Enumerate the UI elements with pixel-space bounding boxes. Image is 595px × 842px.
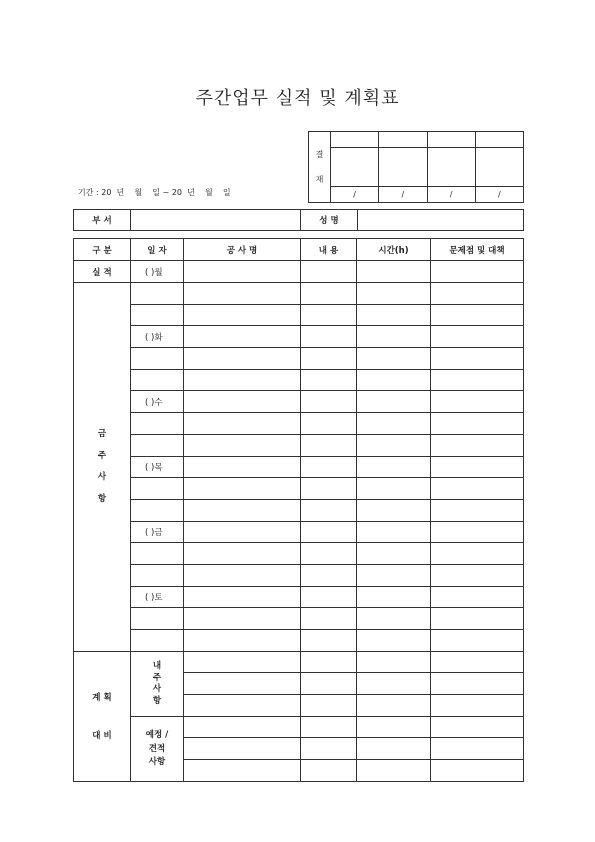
issues-cell[interactable] [431,326,524,348]
day-label[interactable]: ( )월 [131,261,184,283]
this-week-label-char: 사 [97,472,107,483]
content-cell[interactable] [301,543,357,565]
issues-cell[interactable] [431,564,524,586]
approval-date-cell[interactable]: / [331,187,379,203]
table-row [74,326,524,348]
hours-cell[interactable] [357,630,431,652]
project-cell[interactable] [184,564,301,586]
content-cell[interactable] [301,283,357,305]
next-week-label-char: 내 [152,661,162,672]
header-content: 내 용 [301,239,357,261]
approval-sign-cell[interactable] [379,148,427,187]
content-cell[interactable] [301,673,357,695]
hours-cell[interactable] [357,434,431,456]
content-cell[interactable] [301,478,357,500]
approval-date-cell[interactable]: / [379,187,427,203]
content-cell[interactable] [301,521,357,543]
project-cell[interactable] [184,456,301,478]
table-row [74,348,524,370]
content-cell[interactable] [301,608,357,630]
content-cell[interactable] [301,456,357,478]
table-row [74,283,524,305]
this-week-label-char: 주 [97,450,107,461]
hours-cell[interactable] [357,586,431,608]
date-cell[interactable] [131,564,184,586]
content-cell[interactable] [301,434,357,456]
page-title: 주간업무 실적 및 계획표 [195,88,400,109]
performance-label: 실 적 [74,261,131,283]
content-cell[interactable] [301,586,357,608]
hours-cell[interactable] [357,564,431,586]
name-field[interactable] [358,210,524,231]
issues-cell[interactable] [431,716,524,738]
dept-label: 부 서 [74,210,131,231]
estimate-label [131,716,184,781]
hours-cell[interactable] [357,261,431,283]
content-cell[interactable] [301,413,357,435]
approval-box [308,131,524,203]
project-cell[interactable] [184,326,301,348]
header-row [74,239,524,261]
content-cell[interactable] [301,348,357,370]
issues-cell[interactable] [431,630,524,652]
approval-title-cell[interactable] [379,132,427,148]
date-cell[interactable] [131,630,184,652]
project-cell[interactable] [184,261,301,283]
issues-cell[interactable] [431,586,524,608]
issues-cell[interactable] [431,456,524,478]
header-category: 구 분 [74,239,131,261]
next-week-label-char: 사 [152,684,162,695]
table-row [74,456,524,478]
hours-cell[interactable] [357,369,431,391]
content-cell[interactable] [301,738,357,760]
this-week-label-char: 금 [97,429,107,440]
plan-section-body [74,651,524,781]
issues-cell[interactable] [431,391,524,413]
table-row [74,304,524,326]
date-cell[interactable] [131,543,184,565]
approval-sign-cell[interactable] [475,148,523,187]
hours-cell[interactable] [357,543,431,565]
content-cell[interactable] [301,564,357,586]
main-section-body [74,283,524,652]
date-cell[interactable] [131,369,184,391]
info-table [73,209,524,231]
project-cell[interactable] [184,391,301,413]
table-row [74,651,524,673]
approval-date-cell[interactable]: / [475,187,523,203]
next-week-label-char: 주 [152,672,162,683]
table-row [74,499,524,521]
table-row [74,369,524,391]
project-cell[interactable] [184,478,301,500]
hours-cell[interactable] [357,413,431,435]
project-cell[interactable] [184,586,301,608]
table-row [74,478,524,500]
table-row [74,543,524,565]
table-row [74,521,524,543]
this-week-label [74,283,131,652]
hours-cell[interactable] [357,326,431,348]
dept-field[interactable] [131,210,301,231]
hours-cell[interactable] [357,348,431,370]
content-cell[interactable] [301,369,357,391]
project-cell[interactable] [184,760,301,782]
project-cell[interactable] [184,738,301,760]
period-line: 기간 : 20 년 월 일 ~ 20 년 월 일 [78,188,231,197]
hours-cell[interactable] [357,521,431,543]
hours-cell[interactable] [357,695,431,717]
date-cell[interactable] [131,478,184,500]
hours-cell[interactable] [357,391,431,413]
hours-cell[interactable] [357,760,431,782]
content-cell[interactable] [301,651,357,673]
plan-label-1: 계 획 [92,693,112,704]
hours-cell[interactable] [357,283,431,305]
hours-cell[interactable] [357,608,431,630]
issues-cell[interactable] [431,434,524,456]
issues-cell[interactable] [431,283,524,305]
main-table [73,238,524,782]
issues-cell[interactable] [431,478,524,500]
estimate-label-line: 예정 / [145,730,169,741]
project-cell[interactable] [184,651,301,673]
content-cell[interactable] [301,326,357,348]
day-label[interactable]: ( )목 [131,456,184,478]
content-cell[interactable] [301,499,357,521]
issues-cell[interactable] [431,348,524,370]
table-row [74,586,524,608]
project-cell[interactable] [184,695,301,717]
hours-cell[interactable] [357,456,431,478]
project-cell[interactable] [184,543,301,565]
header-date: 일 자 [131,239,184,261]
project-cell[interactable] [184,630,301,652]
name-label: 성 명 [301,210,358,231]
issues-cell[interactable] [431,413,524,435]
content-cell[interactable] [301,261,357,283]
hours-cell[interactable] [357,304,431,326]
project-cell[interactable] [184,608,301,630]
date-cell[interactable] [131,434,184,456]
day-label[interactable]: ( )화 [131,326,184,348]
date-cell[interactable] [131,304,184,326]
table-row [74,630,524,652]
day-label[interactable]: ( )금 [131,521,184,543]
approval-label-1: 결 [315,150,324,159]
approval-sign-cell[interactable] [427,148,475,187]
issues-cell[interactable] [431,261,524,283]
date-cell[interactable] [131,499,184,521]
project-cell[interactable] [184,348,301,370]
day-label[interactable]: ( )토 [131,586,184,608]
plan-label [74,651,131,781]
issues-cell[interactable] [431,651,524,673]
approval-title-cell[interactable] [475,132,523,148]
hours-cell[interactable] [357,716,431,738]
project-cell[interactable] [184,499,301,521]
content-cell[interactable] [301,304,357,326]
table-row [74,608,524,630]
approval-label-2: 재 [315,175,324,184]
header-project: 공 사 명 [184,239,301,261]
approval-label [309,132,331,203]
table-row [74,716,524,738]
content-cell[interactable] [301,716,357,738]
project-cell[interactable] [184,369,301,391]
project-cell[interactable] [184,716,301,738]
date-cell[interactable] [131,348,184,370]
content-cell[interactable] [301,695,357,717]
hours-cell[interactable] [357,499,431,521]
issues-cell[interactable] [431,304,524,326]
table-row [74,434,524,456]
approval-title-cell[interactable] [427,132,475,148]
project-cell[interactable] [184,673,301,695]
estimate-label-line: 견적 [148,743,166,754]
issues-cell[interactable] [431,543,524,565]
issues-cell[interactable] [431,695,524,717]
content-cell[interactable] [301,630,357,652]
issues-cell[interactable] [431,673,524,695]
header-issues: 문제점 및 대책 [431,239,524,261]
issues-cell[interactable] [431,369,524,391]
issues-cell[interactable] [431,738,524,760]
issues-cell[interactable] [431,608,524,630]
project-cell[interactable] [184,304,301,326]
date-cell[interactable] [131,283,184,305]
this-week-label-char: 항 [97,493,107,504]
table-row [74,391,524,413]
hours-cell[interactable] [357,673,431,695]
table-row [74,261,524,283]
date-cell[interactable] [131,608,184,630]
date-cell[interactable] [131,413,184,435]
approval-date-cell[interactable]: / [427,187,475,203]
content-cell[interactable] [301,391,357,413]
issues-cell[interactable] [431,521,524,543]
table-row [74,413,524,435]
issues-cell[interactable] [431,760,524,782]
content-cell[interactable] [301,760,357,782]
table-row [74,564,524,586]
next-week-label-char: 항 [152,695,162,706]
hours-cell[interactable] [357,478,431,500]
issues-cell[interactable] [431,499,524,521]
estimate-label-line: 사항 [148,757,166,768]
approval-title-cell[interactable] [331,132,379,148]
plan-label-2: 대 비 [92,731,112,742]
hours-cell[interactable] [357,738,431,760]
project-cell[interactable] [184,283,301,305]
header-hours: 시간(h) [357,239,431,261]
project-cell[interactable] [184,413,301,435]
day-label[interactable]: ( )수 [131,391,184,413]
project-cell[interactable] [184,521,301,543]
next-week-label [131,651,184,716]
project-cell[interactable] [184,434,301,456]
hours-cell[interactable] [357,651,431,673]
approval-sign-cell[interactable] [331,148,379,187]
